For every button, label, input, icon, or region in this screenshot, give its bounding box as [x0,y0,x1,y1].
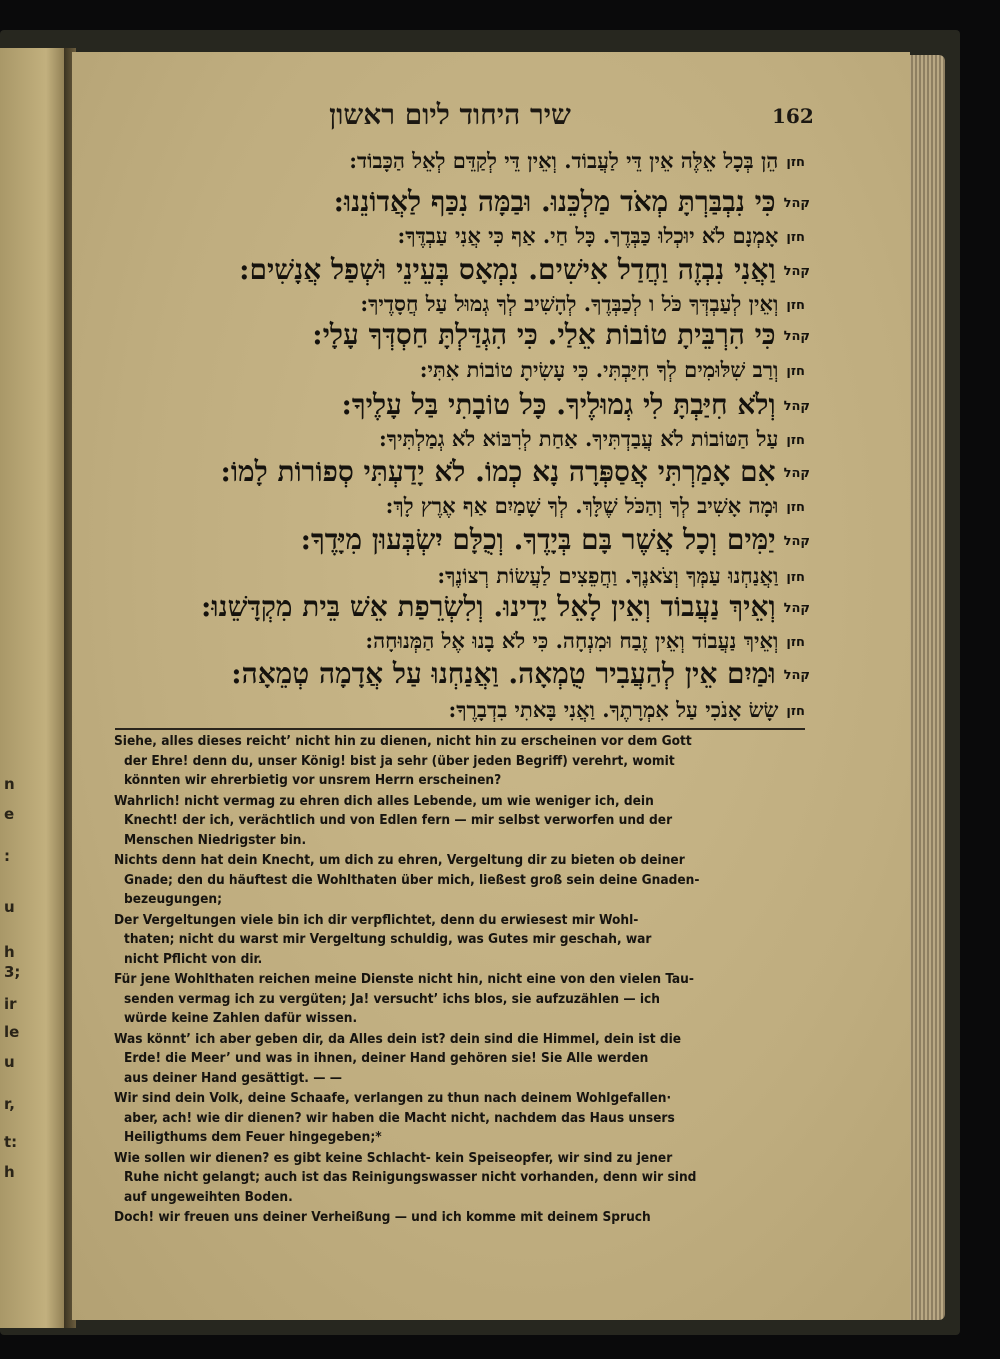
speaker-label: קהל [783,466,810,481]
margin-fragment: u [4,1053,15,1071]
translation-paragraph [114,1089,814,1148]
speaker-label: חזן [786,570,805,585]
translation-line: Doch! wir freuen uns deiner Verheißung — und ich komme mit deinem Spruch [114,1209,651,1225]
hebrew-line [221,455,811,489]
margin-fragment: h [4,943,15,961]
hebrew-line-text: וְאֵיךְ נַעֲבוֹד וְאֵין לָאֵל יָדֵינוּ. וְלִשְׂרֵפַת אֵשׁ בֵּית מִקְדָּשֵׁנוּ: [201,590,776,623]
translation-paragraph [114,1149,814,1208]
hebrew-line-text: וּמָה אָשִׁיב לְךָ וְהַכֹּל שֶׁלָּךְ. לְךָ שָׁמַיִם אַף אֶרֶץ לָךְ: [385,493,779,518]
translation-line: thaten; nicht du warst mir Vergeltung schuldig, was Gutes mir geschah, war [124,931,652,947]
translation-line: auf ungeweihten Boden. [124,1188,293,1205]
speaker-label: קהל [783,329,810,344]
hebrew-line [201,590,810,624]
speaker-label: חזן [786,364,805,379]
translation-paragraph [114,732,814,791]
speaker-label: קהל [783,601,810,616]
hebrew-line-text: שָׂשׂ אָנֹכִי עַל אִמְרָתֶךָ. וַאֲנִי בָּאתִי בִדְבָרֶךָ: [448,697,779,722]
hebrew-line-text: וְלֹא חִיַּבְתָּ לִי גְמוּלֶיךָ. כָּל טוֹבָתִי בַּל עָלֶיךָ: [341,388,776,421]
speaker-label: חזן [786,298,805,313]
hebrew-line [312,318,810,352]
hebrew-line-text: וַאֲנַחְנוּ עַמְּךָ וְצֹאנֶךָ. וַחֲפֵצִים לַעֲשׂוֹת רְצוֹנֶךָ: [437,563,779,588]
hebrew-line-text: וְאֵיךְ נַעֲבוֹד וְאֵין זֶבַח וּמִנְחָה. כִּי לֹא בָנוּ אֶל הַמְּנוּחָה: [365,628,779,653]
translation-paragraph [114,911,814,970]
section-divider [115,728,805,730]
speaker-label: חזן [786,230,805,245]
hebrew-line-text: כִּי נִבְבַּרְתָּ מְאֹד מַלְכֵּנוּ. וּבַמָּה נִכַּף לַאֲדוֹנֵנוּ: [333,185,776,218]
page-stack-edges [905,55,945,1320]
translation-line: Wir sind dein Volk, deine Schaafe, verlangen zu thun nach deinem Wohlgefallen· [114,1090,672,1106]
hebrew-line [239,253,810,287]
hebrew-line-text: וְאֵין לְעַבְדְּךָ כֹּל ו לְכַבְּדֶךָ. לְהָשִׁיב לְךָ גְמוּל עַל חֲסָדֶיךָ: [360,291,779,316]
translation-paragraph [114,970,814,1029]
hebrew-line-text: וּמַיִם אֵין לְהַעֲבִיר טֻמְאָה. וַאֲנַחְנוּ עַל אֲדָמָה טְמֵאָה: [231,657,776,690]
hebrew-line [420,357,805,383]
hebrew-line-text: יַמִּים וְכָל אֲשֶׁר בָּם בְּיָדֶךָ. וְכֻלָּם יִשְׂבְּעוּן מִיָּדֶךָ: [300,523,776,556]
translation-line: Wahrlich! nicht vermag zu ehren dich alles Lebende, um wie weniger ich, dein [114,792,654,809]
translation-paragraph [114,1208,814,1228]
translation-line: Wie sollen wir dienen? es gibt keine Schlacht- kein Speiseopfer, wir sind zu jener [114,1149,673,1166]
hebrew-line [231,657,810,691]
hebrew-line-text: הֵן בְּכָל אֵלֶּה אֵין דֵּי לַעֲבוֹד. וְאֵין דֵּי לְקַדֵּם לְאֵל הַכָּבוֹד: [349,148,779,173]
translation-line: aber, ach! wie dir dienen? wir haben die Macht nicht, nachdem das Haus unsers [124,1109,675,1126]
hebrew-line [437,563,805,589]
speaker-label: חזן [786,433,805,448]
hebrew-line [334,185,810,219]
hebrew-line-text: וַאֲנִי נִבְזֶה וַחֲדַל אִישִׁים. נִמְאָס בְּעֵינֵי וּשְׁפַל אֲנָשִׁים: [239,253,776,286]
hebrew-line-text: כִּי הִרְבֵּיתָ טוֹבוֹת אֵלַי. כִּי הִגְדַּלְתָּ חַסְדְּךָ עָלָי: [312,318,776,351]
hebrew-line [379,426,805,452]
translation-line: Siehe, alles dieses reicht’ nicht hin zu dienen, nicht hin zu erscheinen vor dem Gott [114,733,692,749]
hebrew-line [365,628,805,654]
translation-line: Nichts denn hat dein Knecht, um dich zu ehren, Vergeltung dir zu bieten ob deiner [114,852,685,868]
translation-line: Der Vergeltungen viele bin ich dir verpflichtet, denn du erwiesest mir Wohl- [114,911,639,928]
translation-line: bezeugungen; [124,891,222,907]
page-number: 162 [772,104,814,128]
translation-line: Für jene Wohlthaten reichen meine Dienste nicht hin, nicht eine von den vielen Tau- [114,971,694,987]
translation-line: würde keine Zahlen dafür wissen. [124,1010,358,1026]
speaker-label: חזן [786,500,805,515]
hebrew-line [342,388,810,422]
translation-line: Menschen Niedrigster bin. [124,831,307,848]
translation-paragraph [114,851,814,910]
margin-fragment: n [4,775,15,793]
speaker-label: חזן [786,704,805,719]
translation-line: Ruhe nicht gelangt; auch ist das Reinigungswasser nicht vorhanden, denn wir sind [124,1169,697,1185]
margin-fragment: t: [4,1133,18,1151]
speaker-label: קהל [783,264,810,279]
translation-paragraph [114,1030,814,1089]
translation-line: Was könnt’ ich aber geben dir, da Alles dein ist? dein sind die Himmel, dein ist die [114,1030,682,1047]
translation-line: senden vermag ich zu vergüten; Ja! versucht’ ichs blos, sie aufzuzählen — ich [124,990,660,1007]
translation-line: Heiligthums dem Feuer hingegeben;* [124,1129,382,1145]
speaker-label: חזן [786,155,805,170]
margin-fragment: e [4,805,15,823]
speaker-label: קהל [783,534,810,549]
hebrew-line [448,697,805,723]
hebrew-line [386,493,805,519]
margin-fragment: r, [4,1095,15,1113]
hebrew-line-text: עַל הַטּוֹבוֹת לֹא עֲבַדְתִּיךָ. אַחַת לְרִבּוֹא לֹא גְמַלְתִּיךָ: [378,426,779,451]
translation-line: aus deiner Hand gesättigt. — — [124,1069,342,1086]
running-head: שיר היחוד ליום ראשון [329,98,571,131]
hebrew-line [349,148,805,174]
margin-fragment: h [4,1163,15,1181]
hebrew-line [301,523,810,557]
left-page-margin-fragments [0,48,60,1328]
margin-fragment: ir [4,995,17,1013]
hebrew-line-text: אִם אָמַרְתִּי אֲסַפְּרָה נָא כְמוֹ. לֹא יָדַעְתִּי סְפוֹרוֹת לָמוֹ: [220,455,776,488]
translation-line: könnten wir ehrerbietig vor unsrem Herrn erscheinen? [124,772,502,788]
german-translation [114,732,814,1229]
hebrew-line-text: וְרַב שִׁלּוּמִים לְךָ חִיַּבְתִּי. כִּי עָשִׂיתָ טוֹבוֹת אִתִּי: [419,357,779,382]
hebrew-line [398,223,806,249]
margin-fragment: : [4,847,10,865]
hebrew-line [360,291,805,317]
margin-fragment: u [4,898,15,916]
speaker-label: קהל [783,399,810,414]
translation-paragraph [114,792,814,851]
margin-fragment: le [4,1023,20,1041]
translation-line: Knecht! der ich, verächtlich und von Edlen fern — mir selbst verworfen und der [124,812,673,828]
margin-fragment: 3; [4,963,21,981]
translation-line: der Ehre! denn du, unser König! bist ja sehr (über jeden Begriff) verehrt, womit [124,752,675,769]
speaker-label: קהל [783,196,810,211]
speaker-label: קהל [783,668,810,683]
translation-line: nicht Pflicht von dir. [124,950,263,967]
speaker-label: חזן [786,635,805,650]
translation-line: Erde! die Meer’ und was in ihnen, deiner Hand gehören sie! Sie Alle werden [124,1050,649,1066]
hebrew-line-text: אָמְנָם לֹא יוּכְלוּ כַּבְּדֶךָ. כָּל חַי. אַף כִּי אֲנִי עַבְדֶּךָ: [397,223,779,248]
translation-line: Gnade; den du häuftest die Wohlthaten über mich, ließest groß sein deine Gnaden- [124,871,700,888]
